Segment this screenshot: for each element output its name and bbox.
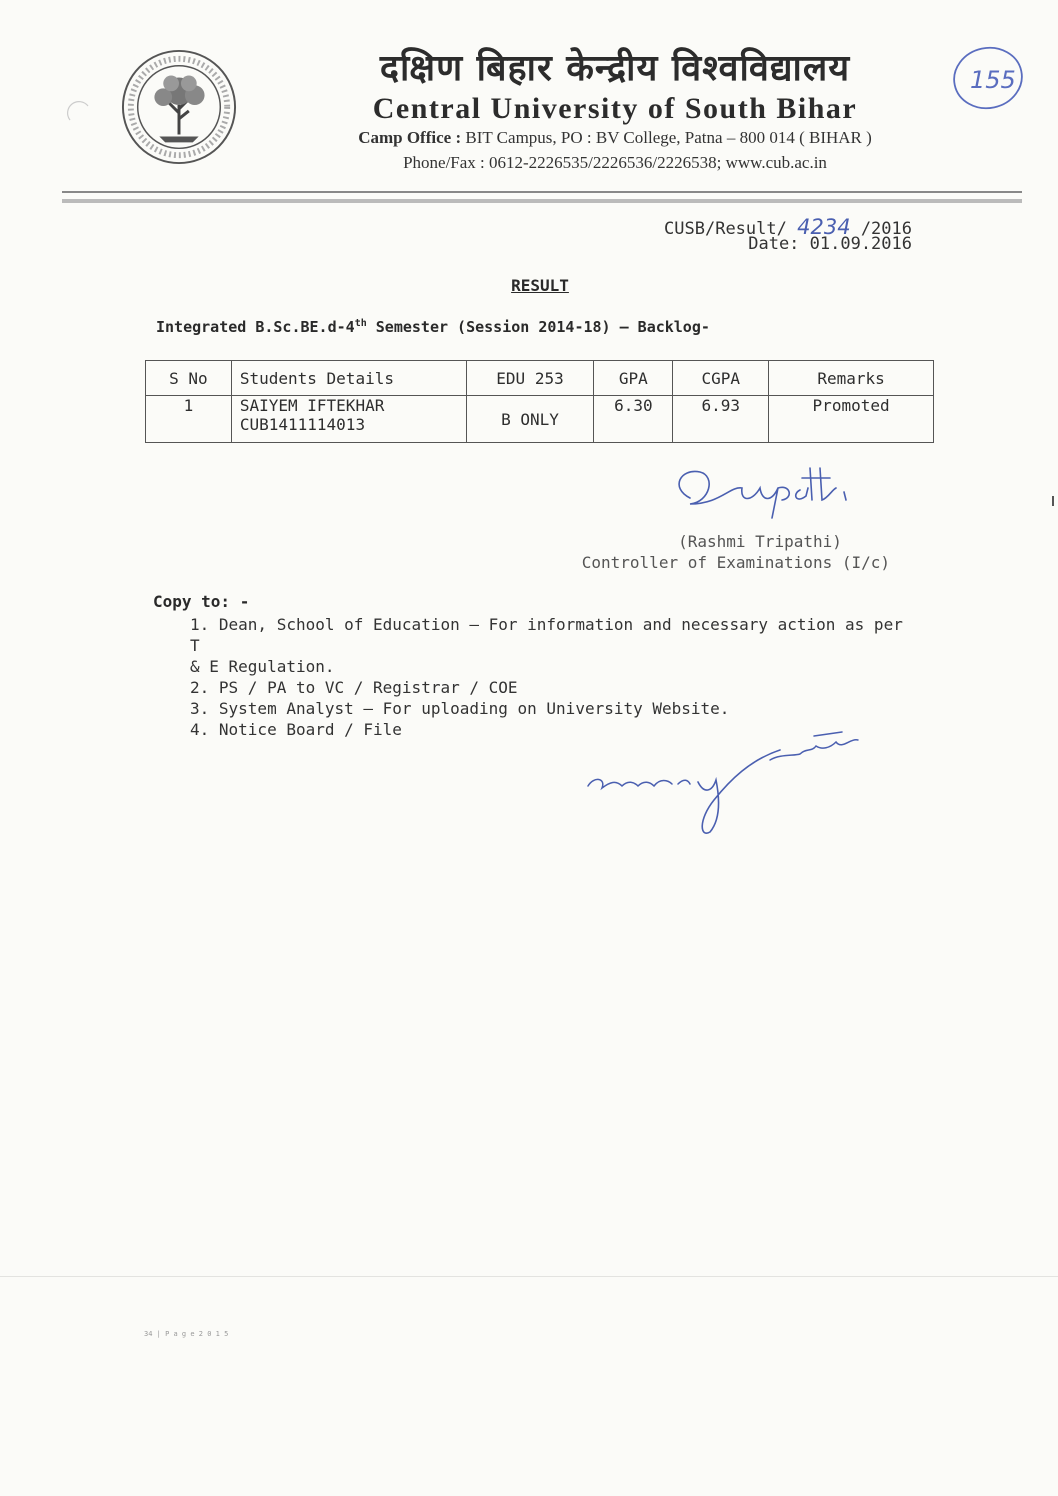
student-name: SAIYEM IFTEKHAR bbox=[239, 396, 385, 415]
signatory-title: Controller of Examinations (I/c) bbox=[581, 553, 890, 572]
letterhead-divider-shadow bbox=[62, 199, 1022, 203]
page-stamp-number: 155 bbox=[970, 66, 1016, 94]
contact-info: Phone/Fax : 0612-2226535/2226536/2226538; www.cub.ac.in bbox=[403, 153, 827, 172]
header-student-details: Students Details bbox=[231, 361, 466, 396]
signatory-name: (Rashmi Tripathi) bbox=[678, 532, 842, 551]
university-logo bbox=[120, 48, 238, 166]
programme-title: Integrated B.Sc.BE.d-4th Semester (Session 2014-18) – Backlog- bbox=[156, 318, 710, 336]
header-sno: S No bbox=[146, 361, 232, 396]
cell-gpa: 6.30 bbox=[594, 396, 673, 443]
list-item: 1. Dean, School of Education – For information and necessary action as per T bbox=[190, 615, 903, 655]
document-date: Date: 01.09.2016 bbox=[748, 234, 912, 254]
header-remarks: Remarks bbox=[769, 361, 934, 396]
cell-student-details bbox=[231, 396, 466, 443]
reference-number-handwritten: 4234 bbox=[797, 215, 851, 239]
cell-cgpa: 6.93 bbox=[673, 396, 769, 443]
table-header-row bbox=[146, 361, 934, 396]
student-roll: CUB1411114013 bbox=[239, 415, 366, 434]
header-gpa: GPA bbox=[594, 361, 673, 396]
camp-office-text: BIT Campus, PO : BV College, Patna – 800 014 ( BIHAR ) bbox=[465, 128, 872, 147]
university-name-english: Central University of South Bihar bbox=[372, 92, 858, 125]
punch-hole-mark bbox=[62, 96, 96, 130]
controller-signature bbox=[660, 458, 880, 528]
list-item: 3. System Analyst – For uploading on University Website. bbox=[190, 699, 730, 718]
camp-office-address bbox=[270, 128, 960, 148]
page-footer: 34 | P a g e 2 0 1 5 bbox=[144, 1330, 229, 1338]
copy-to-label: Copy to: - bbox=[153, 592, 250, 611]
page-number-stamp bbox=[948, 40, 1028, 116]
page-fold-line bbox=[0, 1276, 1058, 1277]
cell-sno: 1 bbox=[146, 396, 232, 443]
reference-suffix: /2016 bbox=[860, 219, 912, 239]
forwarding-signature bbox=[580, 720, 870, 840]
camp-office-label: Camp Office : bbox=[358, 128, 462, 147]
list-item: 4. Notice Board / File bbox=[190, 720, 402, 739]
result-table bbox=[145, 360, 934, 443]
list-item-continuation: & E Regulation. bbox=[190, 657, 335, 676]
table-row bbox=[146, 396, 934, 443]
university-name-hindi: दक्षिण बिहार केन्द्रीय विश्वविद्यालय bbox=[379, 48, 851, 89]
letterhead-divider bbox=[62, 191, 1022, 193]
cell-remarks: Promoted bbox=[769, 396, 934, 443]
reference-prefix: CUSB/Result/ bbox=[664, 219, 787, 239]
edge-mark bbox=[1052, 496, 1054, 506]
result-heading: RESULT bbox=[511, 276, 569, 295]
header-cgpa: CGPA bbox=[673, 361, 769, 396]
list-item: 2. PS / PA to VC / Registrar / COE bbox=[190, 678, 518, 697]
header-edu253: EDU 253 bbox=[466, 361, 594, 396]
cell-edu253: B ONLY bbox=[466, 396, 594, 443]
